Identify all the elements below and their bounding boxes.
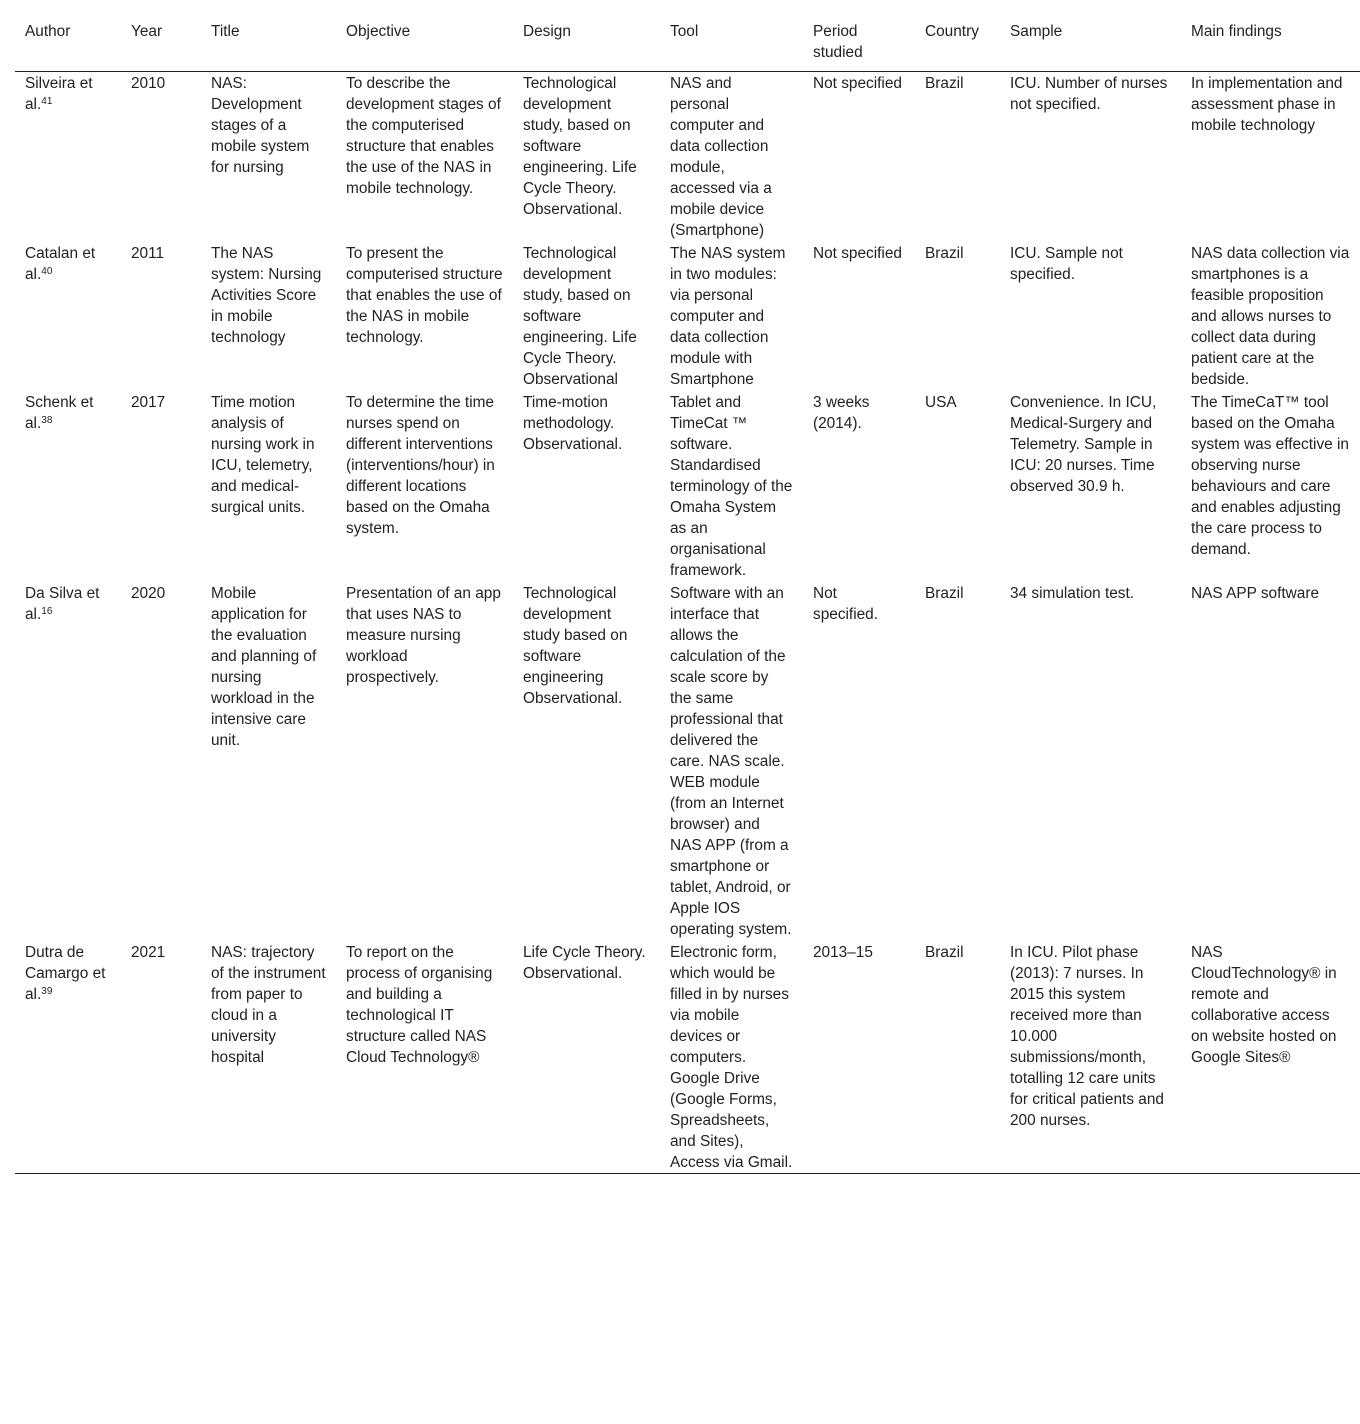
findings-cell: In implementation and assessment phase in mobile technology (1191, 75, 1343, 134)
country-cell: Brazil (925, 585, 964, 602)
reference-number: 41 (41, 96, 53, 107)
tool-cell: Software with an interface that allows the calculation of the scale score by the same professional that delivered the care. NAS scale. WEB module (from an Internet browser) and NAS APP (from a smartphone or tablet, Android, or Apple IOS operating system. (670, 585, 792, 938)
year-cell: 2011 (131, 245, 165, 262)
author-cell (15, 583, 121, 942)
reference-number: 40 (41, 266, 53, 277)
header-country: Country (915, 12, 1000, 72)
title-cell: The NAS system: Nursing Activities Score in mobile technology (211, 245, 322, 346)
year-cell: 2010 (131, 75, 166, 92)
header-design: Design (513, 12, 660, 72)
year-cell: 2021 (121, 942, 201, 1174)
design-cell: Life Cycle Theory. Observational. (513, 942, 660, 1174)
header-row (15, 12, 1360, 72)
period-cell: Not specified (813, 75, 902, 92)
year-cell: 2017 (131, 394, 166, 411)
header-objective: Objective (336, 12, 513, 72)
sample-cell: 34 simulation test. (1010, 585, 1135, 602)
title-cell: Mobile application for the evaluation and planning of nursing workload in the intensive care unit. (211, 585, 317, 749)
country-cell: USA (925, 394, 957, 411)
objective-cell: To report on the process of organising and building a technological IT structure called NAS Cloud Technology® (336, 942, 513, 1174)
findings-cell: NAS APP software (1191, 585, 1320, 602)
title-cell: NAS: Development stages of a mobile system for nursing (211, 75, 310, 176)
period-cell: Not specified (813, 245, 902, 262)
sample-cell: ICU. Sample not specified. (1010, 245, 1123, 283)
findings-cell: NAS data collection via smartphones is a feasible proposition and allows nurses to collect data during patient care at the bedside. (1191, 245, 1350, 388)
country-cell: Brazil (925, 75, 964, 92)
author-name: Catalan et al. (25, 245, 96, 283)
objective-cell: To determine the time nurses spend on different interventions (interventions/hour) in different locations based on the Omaha system. (346, 394, 495, 537)
objective-cell: To present the computerised structure that enables the use of the NAS in mobile technology. (346, 245, 503, 346)
author-cell (15, 942, 121, 1174)
table-row (15, 392, 1360, 583)
header-author: Author (15, 12, 121, 72)
design-cell: Technological development study based on software engineering Observational. (523, 585, 628, 707)
tool-cell: NAS and personal computer and data collection module, accessed via a mobile device (Smartphone) (670, 75, 772, 239)
findings-cell: NAS CloudTechnology® in remote and collaborative access on website hosted on Google Sites® (1181, 942, 1360, 1174)
header-title: Title (201, 12, 336, 72)
author-cell (15, 392, 121, 583)
author-name: Silveira et al. (25, 75, 93, 113)
period-cell: 3 weeks (2014). (813, 394, 870, 432)
reference-number: 16 (41, 606, 53, 617)
sample-cell: Convenience. In ICU, Medical-Surgery and Telemetry. Sample in ICU: 20 nurses. Time observed 30.9 h. (1010, 394, 1157, 495)
author-name: Schenk et al. (25, 394, 94, 432)
year-cell: 2020 (131, 585, 166, 602)
author-cell (15, 243, 121, 392)
tool-cell: Tablet and TimeCat ™ software. Standardised terminology of the Omaha System as an organisational framework. (670, 394, 793, 579)
studies-table (15, 12, 1360, 1174)
reference-number: 38 (41, 415, 53, 426)
tool-cell: The NAS system in two modules: via personal computer and data collection module with Smartphone (670, 245, 786, 388)
design-cell: Technological development study, based on software engineering. Life Cycle Theory. Observational (523, 245, 637, 388)
author-name: Da Silva et al. (25, 585, 100, 623)
reference-number: 39 (41, 986, 53, 997)
header-period: Period studied (803, 12, 915, 72)
findings-cell: The TimeCaT™ tool based on the Omaha system was effective in observing nurse behaviours and care and enables adjusting the care process to demand. (1191, 394, 1349, 558)
tool-cell: Electronic form, which would be filled in by nurses via mobile devices or computers. Google Drive (Google Forms, Spreadsheets, and Sites), Access via Gmail. (660, 942, 803, 1174)
title-cell: Time motion analysis of nursing work in ICU, telemetry, and medical-surgical units. (211, 394, 315, 516)
table-row (15, 72, 1360, 244)
design-cell: Time-motion methodology. Observational. (523, 394, 623, 453)
table-row (15, 243, 1360, 392)
author-name: Dutra de Camargo et al. (25, 944, 106, 1003)
table-row (15, 942, 1360, 1174)
country-cell: Brazil (925, 245, 964, 262)
country-cell: Brazil (915, 942, 1000, 1174)
sample-cell: ICU. Number of nurses not specified. (1010, 75, 1168, 113)
header-year: Year (121, 12, 201, 72)
title-cell: NAS: trajectory of the instrument from paper to cloud in a university hospital (201, 942, 336, 1174)
header-findings: Main findings (1181, 12, 1360, 72)
sample-cell: In ICU. Pilot phase (2013): 7 nurses. In 2015 this system received more than 10.000 submissions/month, totalling 12 care units for critical patients and 200 nurses. (1000, 942, 1181, 1174)
objective-cell: Presentation of an app that uses NAS to measure nursing workload prospectively. (346, 585, 501, 686)
design-cell: Technological development study, based on software engineering. Life Cycle Theory. Observational. (523, 75, 637, 218)
author-cell (15, 72, 121, 244)
period-cell: 2013–15 (803, 942, 915, 1174)
table-row (15, 583, 1360, 942)
header-tool: Tool (660, 12, 803, 72)
objective-cell: To describe the development stages of the computerised structure that enables the use of the NAS in mobile technology. (346, 75, 501, 197)
period-cell: Not specified. (813, 585, 879, 623)
header-sample: Sample (1000, 12, 1181, 72)
